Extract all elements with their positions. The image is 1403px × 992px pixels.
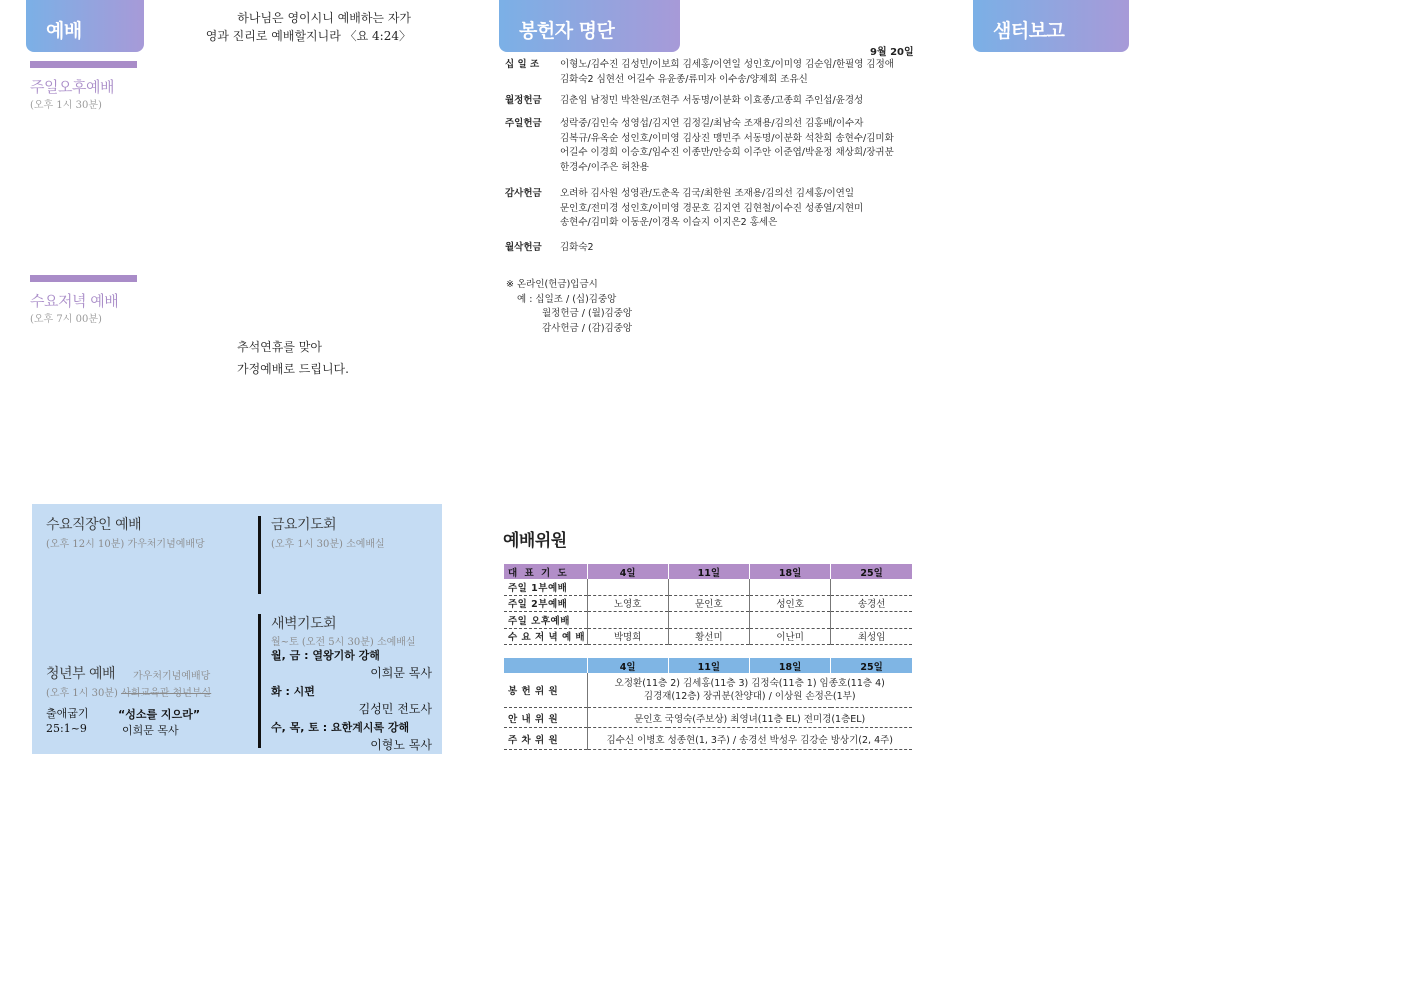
online-note-example: 월정헌금 / (월)김중앙 [542, 308, 633, 319]
offering-label: 십 일 조 [505, 59, 540, 70]
table-cell: 최성임 [831, 628, 912, 645]
dawn-prayer-time: 월~토 (오전 5시 30분) 소예배실 [271, 637, 416, 648]
committee-names: 김수신 이병호 성종현(1, 3주) / 송경선 박성우 김강순 방상기(2, 4주) [587, 728, 912, 750]
table-cell [587, 673, 912, 708]
table-header-cell: 4일 [587, 658, 668, 673]
table-cell: 송경선 [831, 595, 912, 612]
offering-label: 월삭헌금 [505, 242, 542, 253]
sunday-afternoon-title: 주일오후예배 [30, 78, 114, 96]
wednesday-evening-title: 수요저녁 예배 [30, 292, 119, 310]
youth-worship-place: 가우처기념예배당 [133, 671, 211, 682]
offering-names: 김화숙2 심현선 어길수 유윤종/류미자 이수송/양제희 조유신 [560, 73, 808, 85]
dawn-prayer-schedule: 월, 금 : 열왕기하 강해 [271, 649, 380, 662]
tab-offering-list: 봉헌자 명단 [499, 0, 680, 52]
offering-label: 감사헌금 [505, 188, 542, 199]
holiday-note [237, 336, 349, 380]
section-bar [30, 275, 137, 282]
online-note-example: 예 : 십일조 / (십)김중앙 [517, 293, 617, 305]
table-header [504, 564, 912, 579]
other-services-box [32, 504, 442, 754]
dawn-prayer-schedule: 수, 목, 토 : 요한계시록 강해 [271, 721, 410, 734]
table-cell [587, 579, 668, 595]
table-row [504, 628, 912, 645]
youth-old-place: 사회교육관 청년부실 [121, 688, 212, 699]
table-header [504, 658, 912, 673]
table-header-cell: 4일 [587, 564, 668, 579]
sermon-title: “성소를 지으라” [118, 708, 201, 721]
table-cell: 주일 1부예배 [504, 579, 587, 595]
offering-names: 이형노/김수진 김성민/이보희 김세홍/이연일 성인호/이미영 김순임/한필영 김정애 [560, 59, 894, 70]
holiday-note-line-2: 가정예배로 드립니다. [237, 362, 349, 376]
tab-worship: 예배 [26, 0, 144, 52]
offering-names: 김춘임 남정민 박찬원/조현주 서동명/이분화 이효종/고종희 주인섭/윤경성 [560, 95, 864, 106]
table-cell: 주일 오후예배 [504, 612, 587, 629]
table-cell [831, 579, 912, 595]
offering-names: 한경수/이주은 허찬용 [560, 161, 649, 173]
divider [258, 516, 261, 594]
table-cell: 박명희 [587, 628, 668, 645]
offering-date: 9월 20일 [870, 47, 914, 58]
youth-time: (오후 1시 30분) [46, 688, 118, 699]
divider [258, 614, 261, 748]
online-note-title: ※ 온라인(헌금)입금시 [506, 279, 598, 290]
youth-worship-time [46, 684, 211, 699]
committee-names: 문인호 국영숙(주보상) 최영녀(11층 EL) 전미경(1층EL) [587, 708, 912, 728]
wednesday-evening-time: (오후 7시 00분) [30, 314, 102, 325]
committee-names: 김경재(12층) 장귀분(찬양대) / 이상원 손정은(1부) [643, 691, 856, 702]
dawn-prayer-title: 새벽기도회 [271, 616, 337, 632]
table-cell [750, 579, 831, 595]
table-row [504, 728, 912, 750]
online-note-example: 감사헌금 / (감)김중앙 [542, 322, 633, 334]
preacher: 이희문 목사 [122, 724, 179, 737]
table-row [504, 579, 912, 595]
scripture-book: 출애굽기 [46, 707, 89, 720]
table-row [504, 708, 912, 728]
offering-names: 문인호/전미경 성인호/이미영 경문호 김지연 김현철/이수진 성종열/지현미 [560, 202, 864, 214]
table-cell [587, 612, 668, 629]
tab-center-report: 샘터보고 [973, 0, 1129, 52]
table-row [504, 673, 912, 708]
wed-worker-title: 수요직장인 예배 [46, 517, 142, 533]
offering-names: 어길수 이경희 이승호/임수진 이종만/안승희 이주안 이준엽/박윤정 채상희/장귀분 [560, 147, 894, 159]
bible-verse [200, 9, 411, 45]
table-cell: 문인호 [668, 595, 749, 612]
youth-worship-title: 청년부 예배 [46, 666, 116, 682]
offering-names: 김복규/유옥순 성인호/이미영 김상진 맹민주 서동명/이분화 석찬희 송현수/김미화 [560, 132, 894, 144]
table-row [504, 612, 912, 629]
dawn-prayer-leader: 김성민 전도사 [358, 702, 432, 716]
table-header-cell: 18일 [750, 564, 831, 579]
table-header-cell: 25일 [831, 564, 912, 579]
table-header-cell: 11일 [668, 564, 749, 579]
table-cell: 주일 2부예배 [504, 595, 587, 612]
fri-prayer-time: (오후 1시 30분) 소예배실 [271, 539, 385, 550]
offering-label: 월정헌금 [505, 95, 542, 106]
holiday-note-line-1: 추석연휴를 맞아 [237, 340, 322, 354]
scripture-verse: 25:1~9 [46, 722, 87, 735]
offering-names: 김화숙2 [560, 242, 594, 253]
prayer-table [504, 564, 912, 645]
dawn-prayer-schedule: 화 : 시편 [271, 685, 315, 698]
table-row [504, 595, 912, 612]
table-header-cell: 11일 [668, 658, 749, 673]
wed-worker-time: (오후 12시 10분) 가우처기념예배당 [46, 539, 205, 550]
table-cell: 주 차 위 원 [504, 728, 587, 750]
table-cell: 황선미 [668, 628, 749, 645]
online-offering-note [506, 278, 632, 336]
offering-names: 성락중/김인숙 성영섭/김지연 김정길/최남숙 조재용/김의선 김홍배/이수자 [560, 118, 864, 129]
table-cell [831, 612, 912, 629]
table-header-cell: 18일 [750, 658, 831, 673]
dawn-prayer-leader: 이형노 목사 [370, 738, 432, 752]
sunday-afternoon-time: (오후 1시 30분) [30, 100, 102, 111]
committee-names: 오정환(11층 2) 김세홍(11층 3) 김정숙(11층 1) 임종호(11층 4) [614, 678, 885, 689]
offering-label: 주일헌금 [505, 118, 542, 129]
committee-table [504, 658, 912, 750]
table-cell [668, 579, 749, 595]
table-header-cell [504, 658, 587, 673]
table-cell [750, 612, 831, 629]
table-header-cell: 25일 [831, 658, 912, 673]
table-cell: 이난미 [750, 628, 831, 645]
table-header-cell: 대 표 기 도 [504, 564, 587, 579]
table-cell: 성인호 [750, 595, 831, 612]
table-cell: 수 요 저 녁 예 배 [504, 628, 587, 645]
table-cell: 노영호 [587, 595, 668, 612]
verse-line-1: 하나님은 영이시니 예배하는 자가 [237, 11, 411, 25]
table-cell [668, 612, 749, 629]
section-bar [30, 61, 137, 68]
offering-names: 오려하 김사원 성영관/도춘옥 김국/최한원 조재용/김의선 김세홍/이연일 [560, 188, 855, 199]
verse-line-2: 영과 진리로 예배할지니라 〈요 4:24〉 [205, 29, 411, 43]
dawn-prayer-leader: 이희문 목사 [370, 666, 432, 680]
offering-names: 송현수/김미화 이동운/이경옥 이슬지 이지은2 홍세은 [560, 217, 778, 229]
fri-prayer-title: 금요기도회 [271, 517, 337, 533]
committee-title: 예배위원 [503, 531, 567, 551]
table-cell: 봉 헌 위 원 [504, 673, 587, 708]
table-cell: 안 내 위 원 [504, 708, 587, 728]
